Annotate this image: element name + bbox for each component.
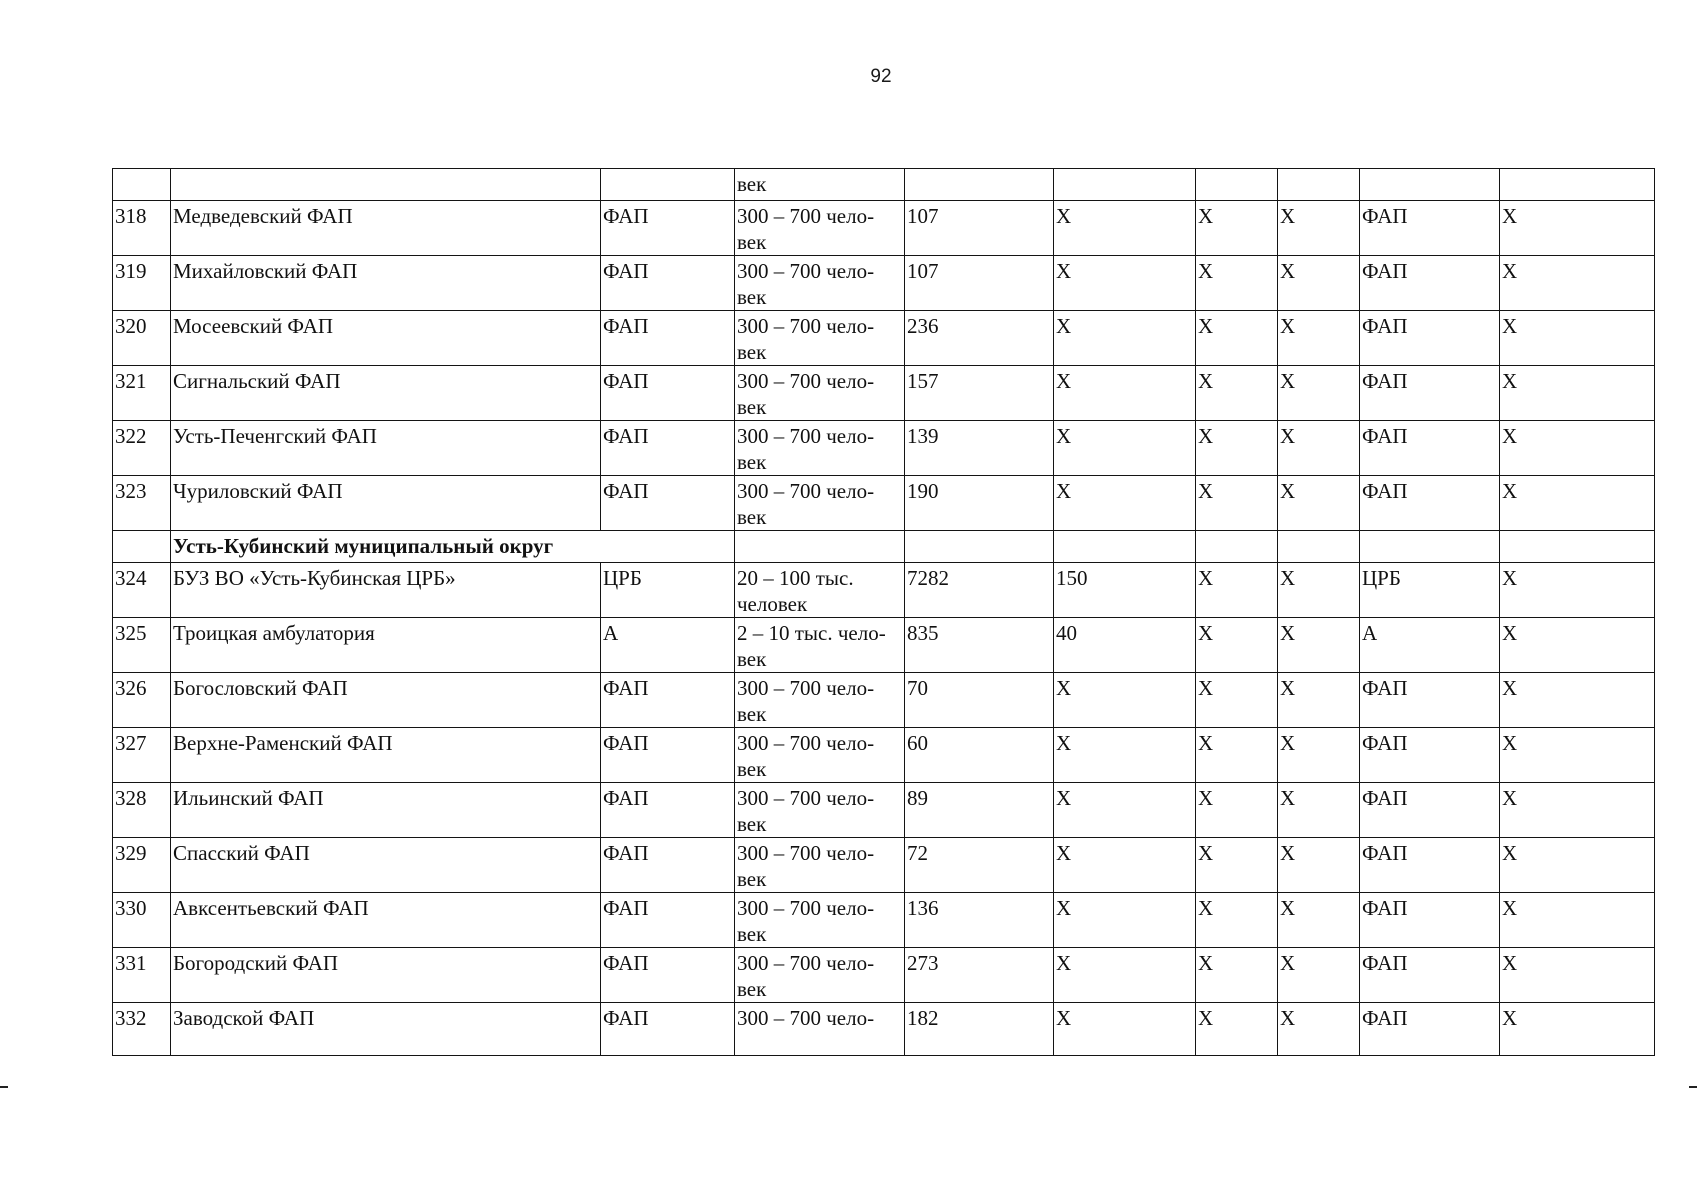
cell-population: 300 – 700 чело- век [735, 728, 905, 783]
cell-facility-name: Михайловский ФАП [171, 256, 601, 311]
cell-col10: Х [1500, 476, 1655, 531]
cell-population: 300 – 700 чело- век [735, 421, 905, 476]
cell-beds: Х [1054, 948, 1196, 1003]
cell-col8: Х [1278, 311, 1360, 366]
cell-beds: Х [1054, 476, 1196, 531]
cell-served [905, 531, 1054, 563]
cell-target-type: ФАП [1360, 366, 1500, 421]
cell-col10: Х [1500, 256, 1655, 311]
cell-beds: Х [1054, 838, 1196, 893]
cell-col10: Х [1500, 1003, 1655, 1056]
cell-col7: Х [1196, 1003, 1278, 1056]
cell-col7: Х [1196, 256, 1278, 311]
cell-col8: Х [1278, 256, 1360, 311]
cell-target-type: ФАП [1360, 783, 1500, 838]
cell-type: ФАП [601, 838, 735, 893]
cell-type: ФАП [601, 256, 735, 311]
right-margin-mark [1689, 1086, 1697, 1088]
cell-target-type: ФАП [1360, 476, 1500, 531]
cell-number: 329 [113, 838, 171, 893]
cell-col7: Х [1196, 201, 1278, 256]
table-body [113, 169, 1655, 1056]
cell-beds [1054, 531, 1196, 563]
cell-col10: Х [1500, 838, 1655, 893]
cell-served: 157 [905, 366, 1054, 421]
cell-type: ФАП [601, 421, 735, 476]
cell-type: ФАП [601, 948, 735, 1003]
cell-type: ФАП [601, 476, 735, 531]
cell-number: 331 [113, 948, 171, 1003]
page-number: 92 [870, 66, 892, 87]
cell-col10: Х [1500, 618, 1655, 673]
cell-facility-name: Верхне-Раменский ФАП [171, 728, 601, 783]
facilities-table [112, 168, 1655, 1056]
section-row [113, 531, 1655, 563]
cell-type: ФАП [601, 728, 735, 783]
cell-beds: Х [1054, 893, 1196, 948]
cell-col7: Х [1196, 618, 1278, 673]
cell-target-type: ФАП [1360, 256, 1500, 311]
cell-served: 70 [905, 673, 1054, 728]
cell-number: 319 [113, 256, 171, 311]
cell-target-type: А [1360, 618, 1500, 673]
cell-col8: Х [1278, 948, 1360, 1003]
cell-number [113, 169, 171, 201]
cell-col10: Х [1500, 311, 1655, 366]
cell-number: 325 [113, 618, 171, 673]
cell-number: 326 [113, 673, 171, 728]
cell-facility-name: БУЗ ВО «Усть-Кубинская ЦРБ» [171, 563, 601, 618]
cell-type: ФАП [601, 1003, 735, 1056]
cell-col8: Х [1278, 201, 1360, 256]
table-row-continuation [113, 169, 1655, 201]
cell-col10: Х [1500, 563, 1655, 618]
cell-number: 323 [113, 476, 171, 531]
cell-served: 136 [905, 893, 1054, 948]
table-row [113, 476, 1655, 531]
cell-col7 [1196, 531, 1278, 563]
cell-beds: 40 [1054, 618, 1196, 673]
table-row [113, 1003, 1655, 1056]
cell-population [735, 531, 905, 563]
cell-served: 835 [905, 618, 1054, 673]
cell-population: 300 – 700 чело- век [735, 201, 905, 256]
cell-population: 20 – 100 тыс. человек [735, 563, 905, 618]
cell-facility-name: Ильинский ФАП [171, 783, 601, 838]
cell-population: 300 – 700 чело- век [735, 948, 905, 1003]
cell-col7: Х [1196, 893, 1278, 948]
cell-type: А [601, 618, 735, 673]
cell-col8: Х [1278, 563, 1360, 618]
cell-col7: Х [1196, 783, 1278, 838]
cell-population: 300 – 700 чело- [735, 1003, 905, 1056]
cell-facility-name [171, 169, 601, 201]
cell-number: 322 [113, 421, 171, 476]
table-row [113, 948, 1655, 1003]
table-row [113, 728, 1655, 783]
cell-population: 300 – 700 чело- век [735, 783, 905, 838]
cell-population: 2 – 10 тыс. чело- век [735, 618, 905, 673]
cell-col8: Х [1278, 366, 1360, 421]
cell-type: ФАП [601, 366, 735, 421]
cell-target-type: ФАП [1360, 311, 1500, 366]
cell-type: ФАП [601, 201, 735, 256]
cell-target-type: ФАП [1360, 673, 1500, 728]
cell-number: 320 [113, 311, 171, 366]
cell-col7: Х [1196, 563, 1278, 618]
cell-col7: Х [1196, 673, 1278, 728]
cell-served: 7282 [905, 563, 1054, 618]
cell-population: 300 – 700 чело- век [735, 256, 905, 311]
cell-population: 300 – 700 чело- век [735, 838, 905, 893]
cell-col10: Х [1500, 783, 1655, 838]
cell-col8: Х [1278, 783, 1360, 838]
cell-served: 273 [905, 948, 1054, 1003]
cell-beds: Х [1054, 728, 1196, 783]
cell-facility-name: Троицкая амбулатория [171, 618, 601, 673]
cell-beds: Х [1054, 421, 1196, 476]
cell-col7 [1196, 169, 1278, 201]
left-margin-mark [0, 1086, 8, 1088]
section-title: Усть-Кубинский муниципальный округ [171, 531, 735, 563]
table-row [113, 366, 1655, 421]
cell-served: 190 [905, 476, 1054, 531]
cell-facility-name: Медведевский ФАП [171, 201, 601, 256]
cell-col8: Х [1278, 838, 1360, 893]
cell-served: 60 [905, 728, 1054, 783]
cell-facility-name: Авксентьевский ФАП [171, 893, 601, 948]
cell-number: 321 [113, 366, 171, 421]
table-row [113, 893, 1655, 948]
cell-facility-name: Заводской ФАП [171, 1003, 601, 1056]
cell-col10: Х [1500, 421, 1655, 476]
cell-number: 324 [113, 563, 171, 618]
cell-target-type: ФАП [1360, 948, 1500, 1003]
cell-served: 72 [905, 838, 1054, 893]
cell-served: 107 [905, 256, 1054, 311]
cell-col10 [1500, 531, 1655, 563]
cell-target-type: ФАП [1360, 1003, 1500, 1056]
cell-population: 300 – 700 чело- век [735, 673, 905, 728]
cell-served [905, 169, 1054, 201]
cell-target-type: ФАП [1360, 893, 1500, 948]
cell-number: 328 [113, 783, 171, 838]
cell-population: 300 – 700 чело- век [735, 893, 905, 948]
cell-beds: Х [1054, 673, 1196, 728]
cell-col10: Х [1500, 948, 1655, 1003]
table-row [113, 618, 1655, 673]
cell-target-type: ФАП [1360, 201, 1500, 256]
cell-col10: Х [1500, 893, 1655, 948]
cell-facility-name: Богословский ФАП [171, 673, 601, 728]
cell-number [113, 531, 171, 563]
cell-col8: Х [1278, 893, 1360, 948]
cell-number: 330 [113, 893, 171, 948]
cell-served: 107 [905, 201, 1054, 256]
cell-population: 300 – 700 чело- век [735, 366, 905, 421]
table-row [113, 673, 1655, 728]
cell-beds: 150 [1054, 563, 1196, 618]
cell-type: ФАП [601, 311, 735, 366]
cell-col7: Х [1196, 948, 1278, 1003]
cell-target-type: ФАП [1360, 421, 1500, 476]
cell-number: 332 [113, 1003, 171, 1056]
cell-population: 300 – 700 чело- век [735, 476, 905, 531]
cell-population: век [735, 169, 905, 201]
cell-number: 327 [113, 728, 171, 783]
cell-facility-name: Спасский ФАП [171, 838, 601, 893]
table-row [113, 563, 1655, 618]
cell-col10 [1500, 169, 1655, 201]
cell-type [601, 169, 735, 201]
cell-col7: Х [1196, 421, 1278, 476]
cell-col10: Х [1500, 728, 1655, 783]
cell-beds: Х [1054, 366, 1196, 421]
cell-target-type: ФАП [1360, 838, 1500, 893]
cell-col7: Х [1196, 366, 1278, 421]
cell-facility-name: Сигнальский ФАП [171, 366, 601, 421]
table-row [113, 838, 1655, 893]
cell-col8 [1278, 531, 1360, 563]
cell-col8: Х [1278, 673, 1360, 728]
cell-beds: Х [1054, 783, 1196, 838]
cell-col8: Х [1278, 618, 1360, 673]
cell-target-type [1360, 169, 1500, 201]
cell-col8: Х [1278, 476, 1360, 531]
cell-facility-name: Богородский ФАП [171, 948, 601, 1003]
cell-type: ФАП [601, 893, 735, 948]
cell-type: ФАП [601, 673, 735, 728]
cell-col10: Х [1500, 673, 1655, 728]
table-row [113, 783, 1655, 838]
cell-col7: Х [1196, 476, 1278, 531]
table-row [113, 311, 1655, 366]
cell-beds: Х [1054, 201, 1196, 256]
cell-target-type: ФАП [1360, 728, 1500, 783]
cell-col10: Х [1500, 201, 1655, 256]
cell-type: ЦРБ [601, 563, 735, 618]
table-row [113, 421, 1655, 476]
cell-facility-name: Усть-Печенгский ФАП [171, 421, 601, 476]
cell-target-type: ЦРБ [1360, 563, 1500, 618]
cell-col8 [1278, 169, 1360, 201]
cell-number: 318 [113, 201, 171, 256]
cell-facility-name: Чуриловский ФАП [171, 476, 601, 531]
cell-col8: Х [1278, 728, 1360, 783]
cell-served: 236 [905, 311, 1054, 366]
cell-served: 139 [905, 421, 1054, 476]
cell-col8: Х [1278, 421, 1360, 476]
cell-col10: Х [1500, 366, 1655, 421]
cell-col8: Х [1278, 1003, 1360, 1056]
cell-beds [1054, 169, 1196, 201]
cell-beds: Х [1054, 1003, 1196, 1056]
cell-population: 300 – 700 чело- век [735, 311, 905, 366]
cell-type: ФАП [601, 783, 735, 838]
cell-target-type [1360, 531, 1500, 563]
cell-beds: Х [1054, 311, 1196, 366]
cell-col7: Х [1196, 728, 1278, 783]
table-row [113, 256, 1655, 311]
cell-beds: Х [1054, 256, 1196, 311]
cell-facility-name: Мосеевский ФАП [171, 311, 601, 366]
cell-col7: Х [1196, 311, 1278, 366]
cell-served: 182 [905, 1003, 1054, 1056]
cell-served: 89 [905, 783, 1054, 838]
cell-col7: Х [1196, 838, 1278, 893]
table-row [113, 201, 1655, 256]
